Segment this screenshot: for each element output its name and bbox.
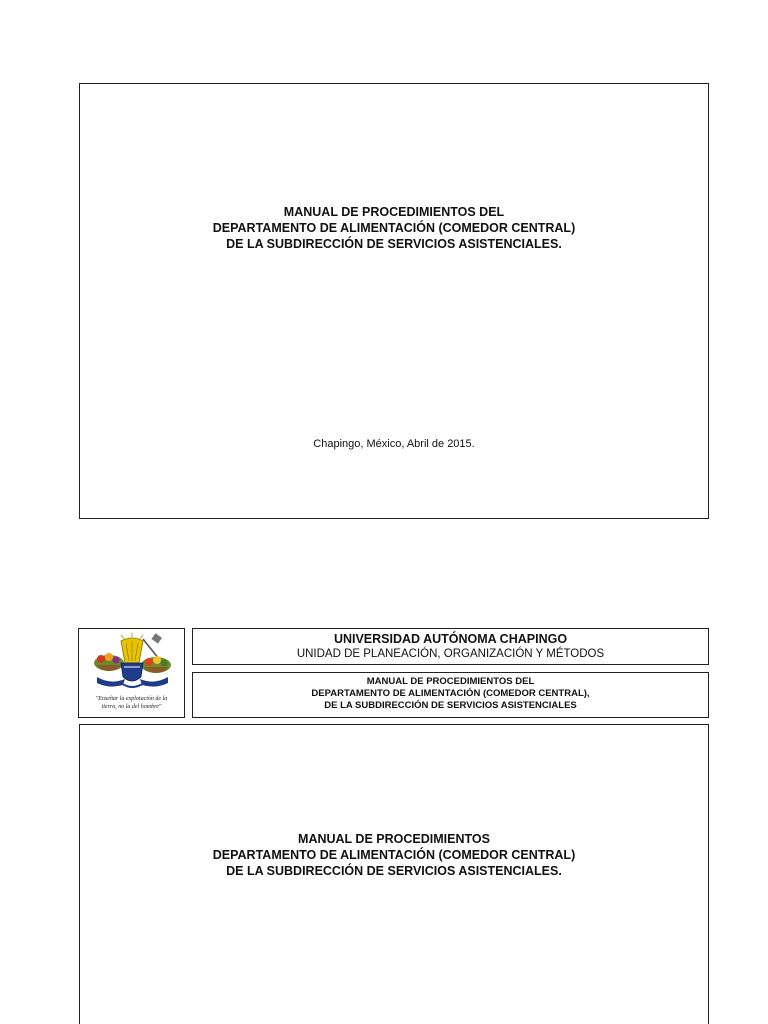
cover-title-line: DE LA SUBDIRECCIÓN DE SERVICIOS ASISTENCIALES.	[226, 237, 562, 251]
cover-place-date: Chapingo, México, Abril de 2015.	[313, 438, 475, 450]
cover-title-line: DEPARTAMENTO DE ALIMENTACIÓN (COMEDOR CENTRAL)	[212, 221, 576, 235]
body-title	[80, 831, 708, 879]
logo-motto	[81, 695, 182, 711]
body-title-line: DEPARTAMENTO DE ALIMENTACIÓN (COMEDOR CENTRAL)	[212, 848, 576, 862]
cover-title-line: MANUAL DE PROCEDIMIENTOS DEL	[283, 205, 505, 219]
header-title-line: DEPARTAMENTO DE ALIMENTACIÓN (COMEDOR CENTRAL),	[311, 688, 590, 699]
body-page-box	[79, 724, 709, 1024]
cover-page-box	[79, 83, 709, 519]
unit-name: UNIDAD DE PLANEACIÓN, ORGANIZACIÓN Y MÉTODOS	[296, 648, 605, 660]
motto-line: tierra, no la del hombre"	[101, 704, 162, 710]
header-title-line: MANUAL DE PROCEDIMIENTOS DEL	[366, 676, 535, 687]
body-title-line: MANUAL DE PROCEDIMIENTOS	[298, 832, 490, 846]
header-document-title-box	[192, 672, 709, 718]
body-title-line: DE LA SUBDIRECCIÓN DE SERVICIOS ASISTENCIALES.	[226, 864, 562, 878]
header-title-line: DE LA SUBDIRECCIÓN DE SERVICIOS ASISTENCIALES	[324, 700, 577, 711]
university-name: UNIVERSIDAD AUTÓNOMA CHAPINGO	[333, 632, 568, 646]
header-document-title	[193, 676, 708, 712]
cover-title	[80, 204, 708, 252]
motto-line: "Enseñar la explotación de la	[95, 696, 168, 702]
university-emblem-icon	[91, 633, 174, 695]
header-university-box	[192, 628, 709, 665]
logo-box	[78, 628, 185, 718]
